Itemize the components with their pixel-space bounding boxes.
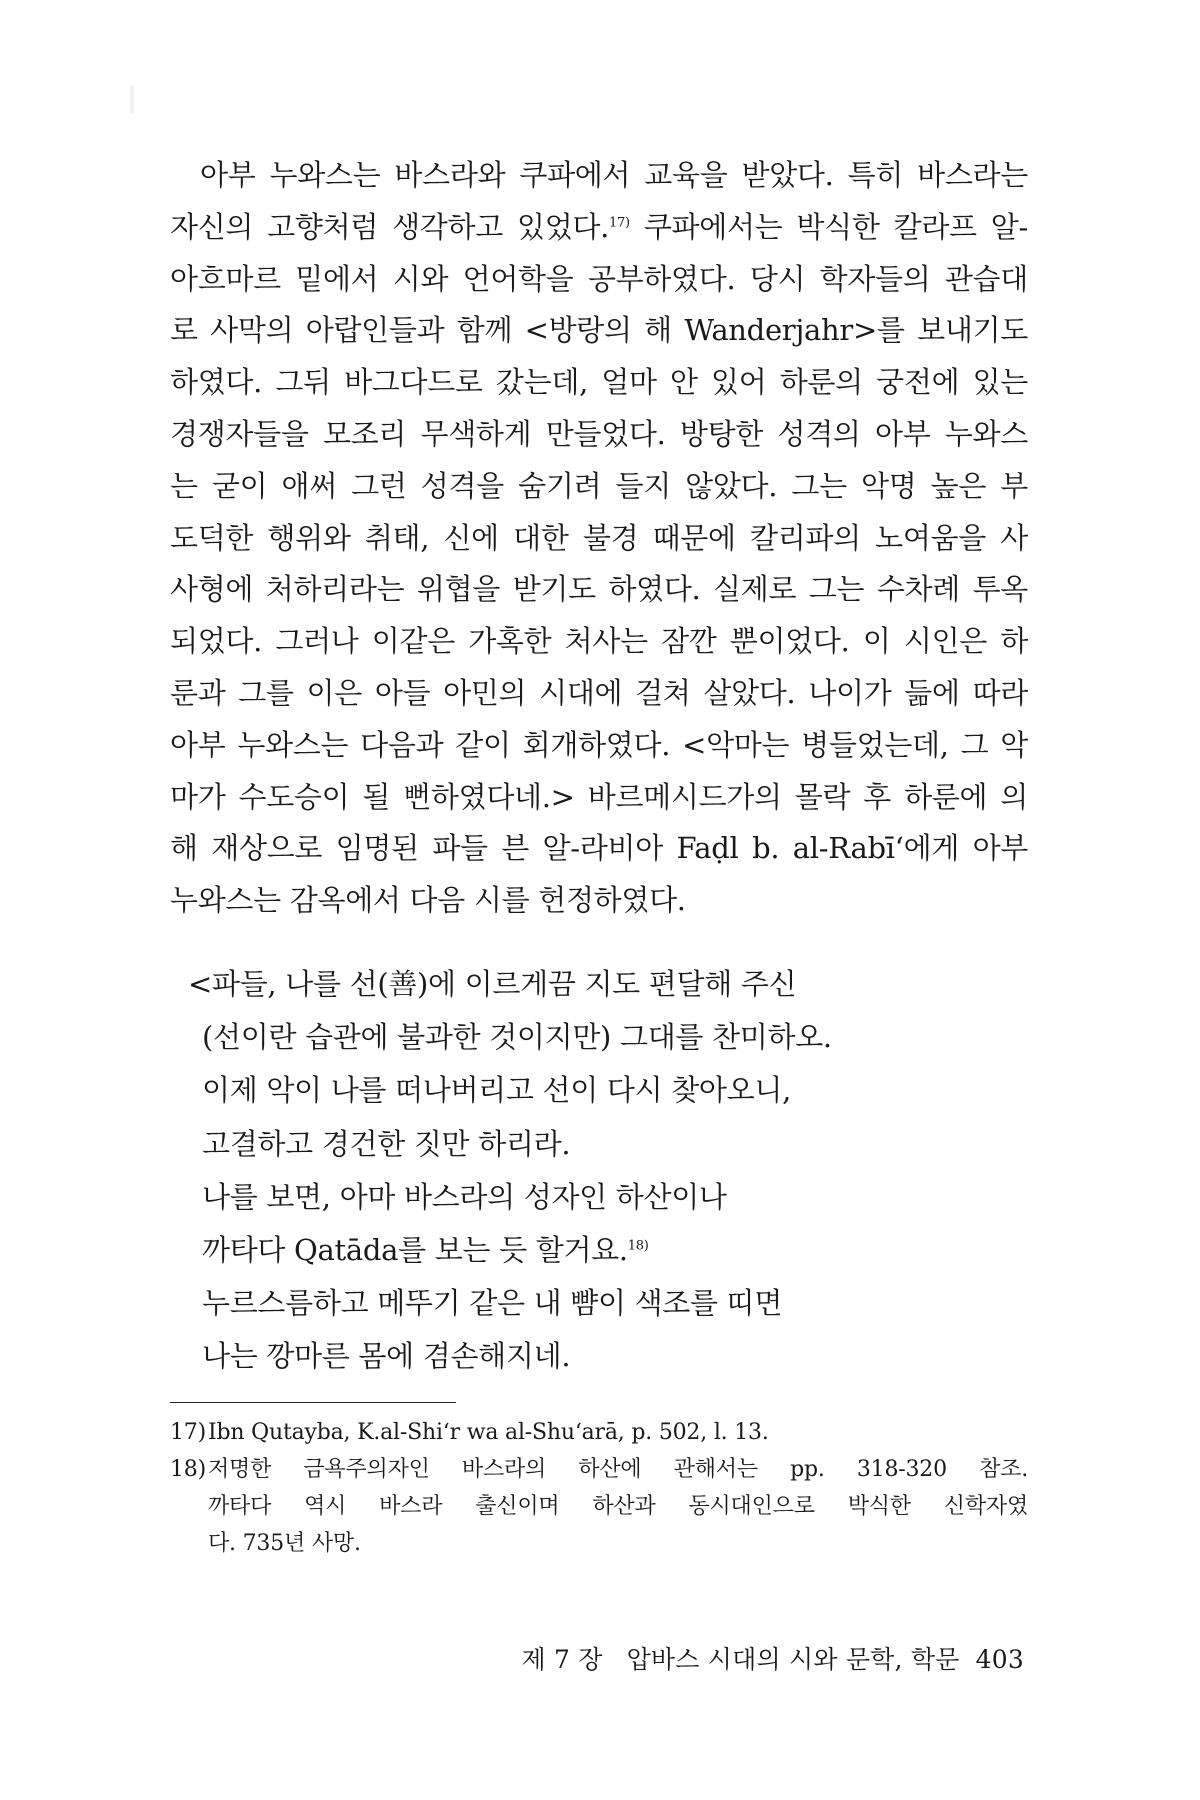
body-line-2-head: 자신의 고향처럼 생각하고 있었다. <box>170 209 610 244</box>
body-line-14: 해 재상으로 임명된 파들 븐 알-라비아 Faḍl b. al-Rabī‘에게 아부 <box>170 831 1028 866</box>
poem-block <box>188 958 1028 1384</box>
body-line-8: 도덕한 행위와 취태, 신에 대한 불경 때문에 칼리파의 노여움을 사 <box>170 520 1028 555</box>
footnote-18-line-3: 다. 735년 사망. <box>208 1531 361 1556</box>
poem-line-8: 나는 깡마른 몸에 겸손해지네. <box>202 1339 571 1374</box>
body-line-6: 경쟁자들을 모조리 무색하게 만들었다. 방탕한 성격의 아부 누와스 <box>170 416 1028 451</box>
footnote-18-line-2: 까타다 역시 바스라 출신이며 하산과 동시대인으로 박식한 신학자였 <box>208 1494 1028 1519</box>
body-line-9: 사형에 처하리라는 위협을 받기도 하였다. 실제로 그는 수차례 투옥 <box>170 572 1028 607</box>
body-line-5: 하였다. 그뒤 바그다드로 갔는데, 얼마 안 있어 하룬의 궁전에 있는 <box>170 365 1028 400</box>
footnote-number: 17) <box>170 1420 206 1445</box>
footnote-ref-18: 18) <box>627 1238 649 1254</box>
body-line-11: 룬과 그를 이은 아들 아민의 시대에 걸쳐 살았다. 나이가 듦에 따라 <box>170 675 1028 710</box>
footnote-ref-17: 17) <box>609 215 630 231</box>
body-line-12: 아부 누와스는 다음과 같이 회개하였다. <악마는 병들었는데, 그 악 <box>170 727 1028 762</box>
footnote-18 <box>170 1451 1028 1562</box>
poem-line-2: (선이란 습관에 불과한 것이지만) 그대를 찬미하오. <box>202 1020 832 1055</box>
footnote-17-text: Ibn Qutayba, K.al-Shi‘r wa al-Shu‘arā, p. 502, l. 13. <box>208 1420 769 1445</box>
poem-line-6 <box>188 1224 1028 1277</box>
footnote-18-body <box>208 1451 1028 1562</box>
body-line-4: 로 사막의 아랍인들과 함께 <방랑의 해 Wanderjahr>를 보내기도 <box>170 313 1028 348</box>
footnote-17-body <box>208 1414 1028 1451</box>
footnote-17 <box>170 1414 1028 1451</box>
footnote-divider <box>170 1402 456 1403</box>
poem-line-5: 나를 보면, 아마 바스라의 성자인 하산이나 <box>202 1179 727 1214</box>
poem-line-7: 누르스름하고 메뚜기 같은 내 뺨이 색조를 띠면 <box>202 1286 783 1321</box>
body-line-1: 아부 누와스는 바스라와 쿠파에서 교육을 받았다. 특히 바스라는 <box>200 158 1028 192</box>
page-number: 403 <box>975 1645 1024 1674</box>
body-line-13: 마가 수도승이 될 뻔하였다네.> 바르메시드가의 몰락 후 하룬에 의 <box>170 779 1028 814</box>
body-line-15: 누와스는 감옥에서 다음 시를 헌정하였다. <box>170 883 686 918</box>
scan-mark <box>130 85 134 113</box>
chapter-title: 압바스 시대의 시와 문학, 학문 <box>626 1645 960 1674</box>
poem-line-3: 이제 악이 나를 떠나버리고 선이 다시 찾아오니, <box>202 1073 791 1108</box>
body-line-10: 되었다. 그러나 이같은 가혹한 처사는 잠깐 뿐이었다. 이 시인은 하 <box>170 624 1028 659</box>
poem-line-4: 고결하고 경건한 짓만 하리라. <box>202 1126 571 1161</box>
running-footer <box>521 1640 1024 1676</box>
body-line-2 <box>170 202 1028 254</box>
footnote-number: 18) <box>170 1457 206 1482</box>
footnotes <box>170 1414 1028 1562</box>
body-line-7: 는 굳이 애써 그런 성격을 숨기려 들지 않았다. 그는 악명 높은 부 <box>170 468 1028 503</box>
body-line-2-tail: 쿠파에서는 박식한 칼라프 알- <box>643 209 1029 244</box>
main-paragraph <box>170 150 1028 927</box>
chapter-label: 제 7 장 <box>521 1645 603 1674</box>
poem-line-6-text: 까타다 Qatāda를 보는 듯 할거요. <box>202 1232 628 1267</box>
footnote-18-line-1: 저명한 금욕주의자인 바스라의 하산에 관해서는 pp. 318-320 참조. <box>208 1457 1028 1482</box>
body-line-3: 아흐마르 밑에서 시와 언어학을 공부하였다. 당시 학자들의 관습대 <box>170 261 1028 296</box>
poem-line-1: <파들, 나를 선(善)에 이르게끔 지도 편달해 주신 <box>188 967 797 1001</box>
